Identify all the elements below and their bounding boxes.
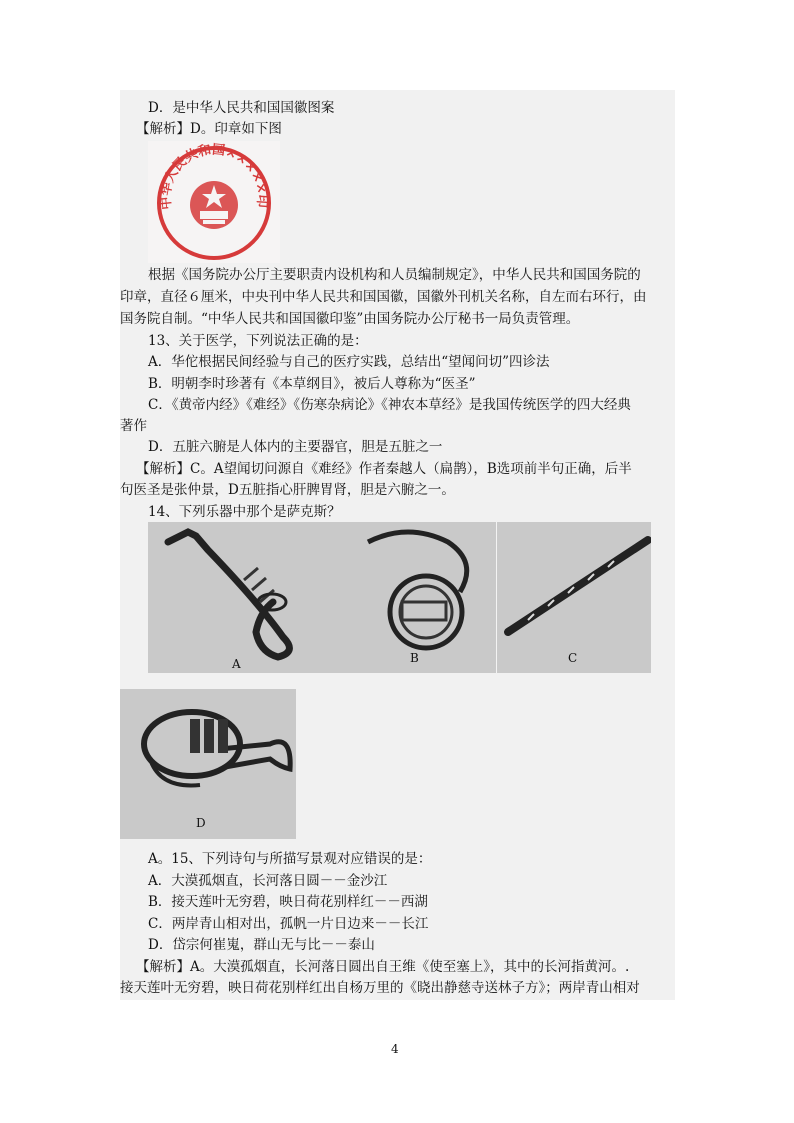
option-a-q13: A．华佗根据民间经验与自己的医疗实践，总结出“望闻问切”四诊法 [148, 354, 550, 370]
page-number: 4 [391, 1042, 399, 1056]
answer-q12: 【解析】D。印章如下图 [136, 121, 282, 137]
label-b: B [410, 651, 419, 665]
option-d-q12: D．是中华人民共和国国徽图案 [148, 100, 335, 116]
flute-icon [508, 540, 648, 632]
label-c: C [568, 651, 578, 665]
national-emblem-icon [190, 181, 238, 229]
option-c-q13: C．《黄帝内经》《难经》《伤寒杂病论》《神农本草经》是我国传统医学的四大经典 [148, 397, 631, 413]
option-c-q15: C．两岸青山相对出，孤帆一片日边来－－长江 [148, 916, 429, 932]
explanation-line-3: 国务院自制。“中华人民共和国国徽印鉴”由国务院办公厅秘书一局负责管理。 [120, 311, 580, 327]
option-b-q13: B．明朝李时珍著有《本草纲目》，被后人尊称为“医圣” [148, 376, 476, 392]
question-13: 13、关于医学，下列说法正确的是： [148, 333, 368, 349]
label-d: D [196, 816, 206, 830]
seal-graphic [148, 141, 280, 263]
instruments-image-abc [148, 522, 651, 673]
trumpet-icon [144, 712, 290, 785]
seal-text: 中华人民共和国×××××印 [158, 142, 270, 211]
option-b-q15: B．接天莲叶无穷碧，映日荷花别样红－－西湖 [148, 894, 428, 910]
option-c-q13-cont: 著作 [120, 418, 147, 434]
french-horn-icon [368, 532, 467, 648]
answer-q13-line-1: 【解析】C。A望闻切问源自《难经》作者秦越人（扁鹊），B选项前半句正确，后半 [136, 461, 632, 477]
seal-image [148, 141, 280, 263]
option-d-q15: D．岱宗何崔嵬，群山无与比－－泰山 [148, 937, 375, 953]
label-a: A [232, 657, 241, 671]
explanation-line-2: 印章，直径６厘米，中央刊中华人民共和国国徽，国徽外刊机关名称，自左而右环行，由 [120, 289, 647, 305]
option-d-q13: D．五脏六腑是人体内的主要器官，胆是五脏之一 [148, 439, 443, 455]
answer-q15-line-2: 接天莲叶无穷碧，映日荷花别样红出自杨万里的《晓出静慈寺送林子方》；两岸青山相对 [120, 980, 640, 996]
option-a-q15: A．大漠孤烟直，长河落日圆－－金沙江 [148, 873, 388, 889]
instrument-image-d [120, 689, 296, 839]
answer-q15-line-1: 【解析】A。大漠孤烟直，长河落日圆出自王维《使至塞上》，其中的长河指黄河。. [136, 959, 630, 975]
explanation-line-1: 根据《国务院办公厅主要职责内设机构和人员编制规定》，中华人民共和国国务院的 [148, 267, 641, 283]
answer-q14-question-15: A。15、下列诗句与所描写景观对应错误的是： [148, 851, 432, 867]
saxophone-icon [168, 532, 289, 657]
answer-q13-line-2: 句医圣是张仲景，D五脏指心肝脾胃肾，胆是六腑之一。 [120, 482, 455, 498]
question-14: 14、下列乐器中那个是萨克斯？ [148, 504, 341, 520]
